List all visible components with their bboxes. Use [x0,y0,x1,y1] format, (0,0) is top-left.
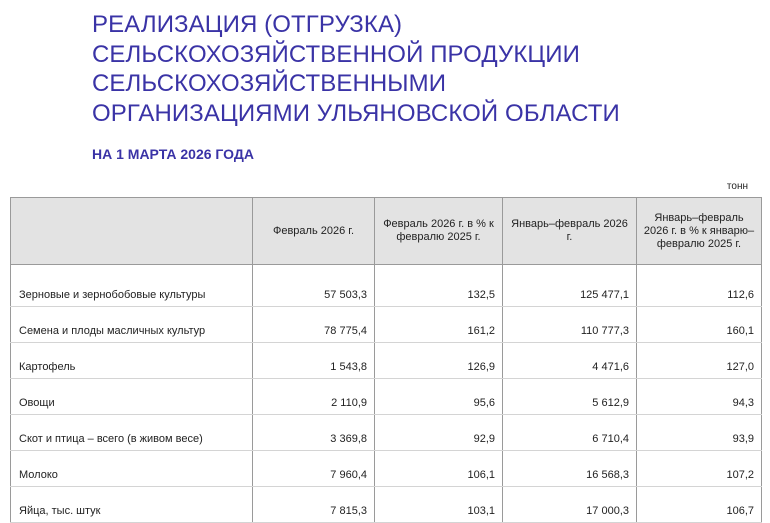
table-header-row [11,198,762,265]
table-row [11,265,762,307]
cell-janfeb: 125 477,1 [503,265,637,307]
cell-janfeb: 6 710,4 [503,415,637,451]
row-name: Яйца, тыс. штук [11,487,253,523]
table-row [11,307,762,343]
cell-feb: 57 503,3 [253,265,375,307]
cell-feb-pct: 126,9 [375,343,503,379]
header-cell-empty [11,198,253,265]
header-cell-feb: Февраль 2026 г. [253,198,375,265]
cell-janfeb-pct: 93,9 [637,415,762,451]
table-row [11,379,762,415]
cell-feb-pct: 161,2 [375,307,503,343]
cell-feb-pct: 95,6 [375,379,503,415]
cell-feb: 7 815,3 [253,487,375,523]
cell-janfeb-pct: 112,6 [637,265,762,307]
title-line: ОРГАНИЗАЦИЯМИ УЛЬЯНОВСКОЙ ОБЛАСТИ [92,99,620,127]
cell-feb-pct: 132,5 [375,265,503,307]
cell-feb: 2 110,9 [253,379,375,415]
table-row [11,487,762,523]
cell-janfeb-pct: 106,7 [637,487,762,523]
cell-feb-pct: 103,1 [375,487,503,523]
data-table [10,197,762,523]
header-cell-feb-pct: Февраль 2026 г. в % к февралю 2025 г. [375,198,503,265]
row-name: Картофель [11,343,253,379]
row-name: Молоко [11,451,253,487]
cell-feb-pct: 92,9 [375,415,503,451]
cell-janfeb: 5 612,9 [503,379,637,415]
cell-janfeb-pct: 160,1 [637,307,762,343]
cell-janfeb-pct: 127,0 [637,343,762,379]
page-title [92,10,732,128]
title-line: СЕЛЬСКОХОЗЯЙСТВЕННОЙ ПРОДУКЦИИ [92,40,580,68]
cell-janfeb: 110 777,3 [503,307,637,343]
table-row [11,451,762,487]
title-line: СЕЛЬСКОХОЗЯЙСТВЕННЫМИ [92,70,447,97]
cell-feb-pct: 106,1 [375,451,503,487]
title-line: РЕАЛИЗАЦИЯ (ОТГРУЗКА) [92,11,403,38]
row-name: Семена и плоды масличных культур [11,307,253,343]
page-subtitle: НА 1 МАРТА 2026 ГОДА [92,146,254,162]
row-name: Овощи [11,379,253,415]
cell-janfeb-pct: 107,2 [637,451,762,487]
cell-feb: 7 960,4 [253,451,375,487]
cell-janfeb-pct: 94,3 [637,379,762,415]
header-cell-janfeb: Январь–февраль 2026 г. [503,198,637,265]
header-cell-janfeb-pct: Январь–февраль 2026 г. в % к январю–февралю 2025 г. [637,198,762,265]
cell-feb: 1 543,8 [253,343,375,379]
table-row [11,415,762,451]
row-name: Зерновые и зернобобовые культуры [11,265,253,307]
unit-label: тонн [726,181,748,192]
row-name: Скот и птица – всего (в живом весе) [11,415,253,451]
cell-janfeb: 17 000,3 [503,487,637,523]
cell-feb: 78 775,4 [253,307,375,343]
cell-feb: 3 369,8 [253,415,375,451]
table-row [11,343,762,379]
cell-janfeb: 16 568,3 [503,451,637,487]
cell-janfeb: 4 471,6 [503,343,637,379]
